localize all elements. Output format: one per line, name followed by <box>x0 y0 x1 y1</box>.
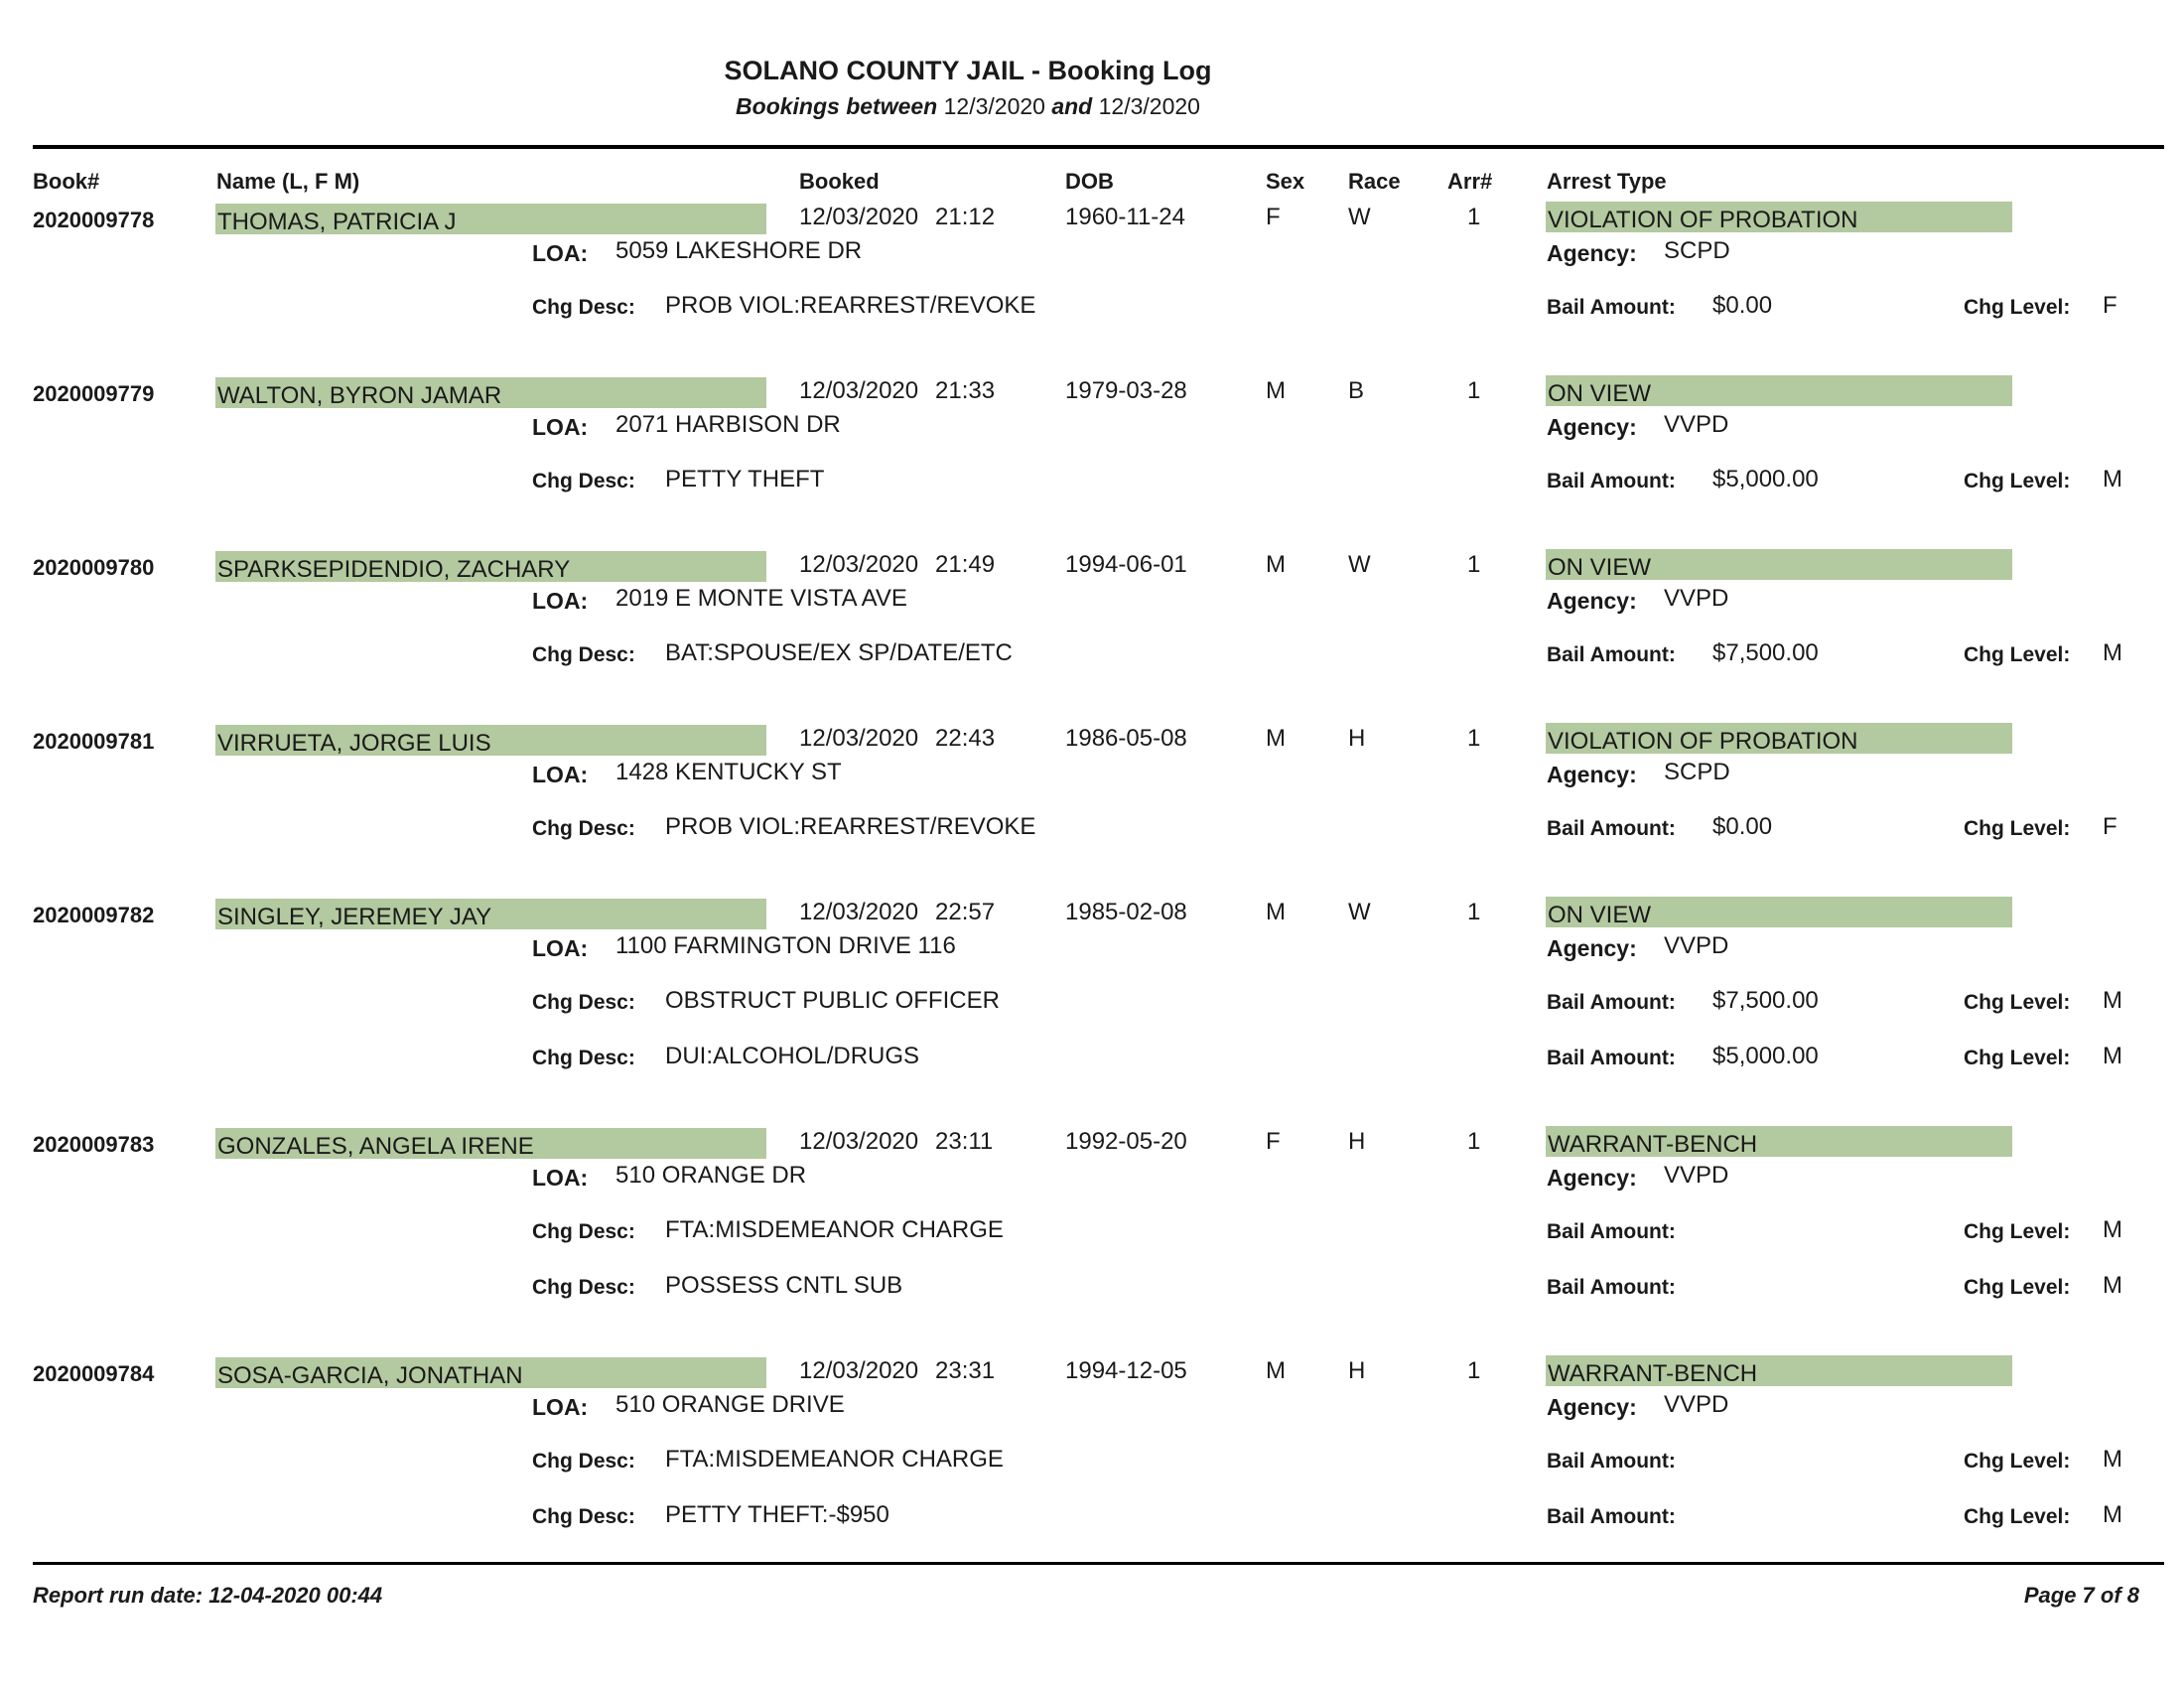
loa-label: LOA: <box>532 240 589 266</box>
col-header-book: Book# <box>33 169 100 194</box>
charge-description: PROB VIOL:REARREST/REVOKE <box>665 813 1036 840</box>
loa-label: LOA: <box>532 935 589 961</box>
charge-desc-label: Chg Desc: <box>532 470 635 492</box>
arrest-number: 1 <box>1467 551 1481 578</box>
booked-date: 12/03/2020 <box>799 1128 919 1155</box>
charge-desc-label: Chg Desc: <box>532 1276 635 1299</box>
date-from: 12/3/2020 <box>943 93 1045 119</box>
charge-level-label: Chg Level: <box>1964 991 2071 1014</box>
race: W <box>1348 204 1371 230</box>
arrest-type: ON VIEW <box>1548 902 1652 928</box>
race: W <box>1348 551 1371 578</box>
bail-amount: $5,000.00 <box>1712 1043 1819 1069</box>
charge-level-label: Chg Level: <box>1964 296 2071 319</box>
location-of-arrest: 2071 HARBISON DR <box>615 411 841 438</box>
location-of-arrest: 5059 LAKESHORE DR <box>615 237 863 264</box>
arrest-type: ON VIEW <box>1548 380 1652 407</box>
report-title: SOLANO COUNTY JAIL - Booking Log <box>724 56 1212 85</box>
charge-desc-label: Chg Desc: <box>532 643 635 666</box>
date-of-birth: 1985-02-08 <box>1065 899 1187 925</box>
charge-level-label: Chg Level: <box>1964 643 2071 666</box>
col-header-arrest-type: Arrest Type <box>1547 169 1667 194</box>
charge-level: M <box>2103 1272 2122 1299</box>
inmate-name: GONZALES, ANGELA IRENE <box>217 1133 534 1160</box>
book-number: 2020009781 <box>33 729 155 754</box>
arrest-type-highlight <box>1546 897 2012 927</box>
date-to: 12/3/2020 <box>1098 93 1200 119</box>
arrest-type: WARRANT-BENCH <box>1548 1131 1758 1158</box>
subtitle-prefix: Bookings between <box>736 93 938 119</box>
inmate-name-highlight <box>215 551 766 582</box>
charge-level: M <box>2103 1501 2122 1528</box>
inmate-name: SOSA-GARCIA, JONATHAN <box>217 1362 523 1389</box>
booked-date: 12/03/2020 <box>799 377 919 404</box>
booked-date: 12/03/2020 <box>799 204 919 230</box>
location-of-arrest: 1100 FARMINGTON DRIVE 116 <box>615 932 956 959</box>
race: H <box>1348 1128 1366 1155</box>
col-header-sex: Sex <box>1266 169 1305 194</box>
location-of-arrest: 1428 KENTUCKY ST <box>615 759 842 785</box>
loa-label: LOA: <box>532 1394 589 1420</box>
arrest-type-highlight <box>1546 1355 2012 1386</box>
charge-level: M <box>2103 1216 2122 1243</box>
charge-level-label: Chg Level: <box>1964 1450 2071 1473</box>
booking-record <box>0 1128 2184 1356</box>
book-number: 2020009784 <box>33 1361 155 1386</box>
booked-date: 12/03/2020 <box>799 551 919 578</box>
booked-date: 12/03/2020 <box>799 899 919 925</box>
inmate-name-highlight <box>215 899 766 929</box>
loa-label: LOA: <box>532 1165 589 1191</box>
bail-amount-label: Bail Amount: <box>1547 470 1676 492</box>
charge-description: OBSTRUCT PUBLIC OFFICER <box>665 987 1000 1014</box>
sex: M <box>1266 551 1286 578</box>
booked-time: 22:57 <box>935 899 996 925</box>
arrest-number: 1 <box>1467 377 1481 404</box>
charge-level: M <box>2103 1446 2122 1473</box>
booked-time: 23:31 <box>935 1357 996 1384</box>
arrest-number: 1 <box>1467 1357 1481 1384</box>
arrest-type-highlight <box>1546 1126 2012 1157</box>
inmate-name-highlight <box>215 204 766 234</box>
bail-amount-label: Bail Amount: <box>1547 1220 1676 1243</box>
agency-label: Agency: <box>1547 588 1637 614</box>
col-header-arr: Arr# <box>1447 169 1493 194</box>
page-number: Page 7 of 8 <box>2023 1583 2139 1608</box>
report-run-date: Report run date: 12-04-2020 00:44 <box>33 1583 383 1608</box>
inmate-name: SPARKSEPIDENDIO, ZACHARY <box>217 556 571 583</box>
charge-level: M <box>2103 987 2122 1014</box>
date-of-birth: 1979-03-28 <box>1065 377 1187 404</box>
book-number: 2020009783 <box>33 1132 155 1157</box>
book-number: 2020009778 <box>33 208 155 232</box>
agency: VVPD <box>1664 1391 1729 1418</box>
inmate-name: THOMAS, PATRICIA J <box>217 209 457 235</box>
date-of-birth: 1960-11-24 <box>1065 204 1185 230</box>
location-of-arrest: 510 ORANGE DRIVE <box>615 1391 845 1418</box>
booking-record <box>0 899 2184 1127</box>
col-header-dob: DOB <box>1065 169 1114 194</box>
sex: M <box>1266 1357 1286 1384</box>
sex: F <box>1266 204 1281 230</box>
bail-amount-label: Bail Amount: <box>1547 1450 1676 1473</box>
booked-time: 21:12 <box>935 204 996 230</box>
book-number: 2020009780 <box>33 555 155 580</box>
charge-description: FTA:MISDEMEANOR CHARGE <box>665 1446 1004 1473</box>
charge-level: M <box>2103 639 2122 666</box>
agency-label: Agency: <box>1547 240 1637 266</box>
date-of-birth: 1994-12-05 <box>1065 1357 1187 1384</box>
charge-description: POSSESS CNTL SUB <box>665 1272 903 1299</box>
charge-desc-label: Chg Desc: <box>532 1220 635 1243</box>
charge-level-label: Chg Level: <box>1964 1276 2071 1299</box>
booked-time: 21:49 <box>935 551 996 578</box>
bail-amount: $7,500.00 <box>1712 639 1819 666</box>
agency: VVPD <box>1664 411 1729 438</box>
charge-desc-label: Chg Desc: <box>532 1450 635 1473</box>
bail-amount: $7,500.00 <box>1712 987 1819 1014</box>
booked-time: 21:33 <box>935 377 996 404</box>
bail-amount-label: Bail Amount: <box>1547 296 1676 319</box>
sex: M <box>1266 899 1286 925</box>
arrest-type-highlight <box>1546 375 2012 406</box>
col-header-race: Race <box>1348 169 1401 194</box>
charge-description: DUI:ALCOHOL/DRUGS <box>665 1043 920 1069</box>
bail-amount: $0.00 <box>1712 813 1773 840</box>
arrest-type: VIOLATION OF PROBATION <box>1548 728 1858 755</box>
arrest-number: 1 <box>1467 725 1481 752</box>
charge-description: BAT:SPOUSE/EX SP/DATE/ETC <box>665 639 1013 666</box>
booked-time: 23:11 <box>935 1128 994 1155</box>
inmate-name-highlight <box>215 1128 766 1159</box>
agency: VVPD <box>1664 1162 1729 1189</box>
charge-desc-label: Chg Desc: <box>532 991 635 1014</box>
agency-label: Agency: <box>1547 762 1637 787</box>
bail-amount-label: Bail Amount: <box>1547 1276 1676 1299</box>
sex: M <box>1266 377 1286 404</box>
bail-amount-label: Bail Amount: <box>1547 1047 1676 1069</box>
sex: F <box>1266 1128 1281 1155</box>
arrest-type-highlight <box>1546 549 2012 580</box>
arrest-number: 1 <box>1467 899 1481 925</box>
agency-label: Agency: <box>1547 1394 1637 1420</box>
agency-label: Agency: <box>1547 935 1637 961</box>
charge-level-label: Chg Level: <box>1964 1220 2071 1243</box>
arrest-type: VIOLATION OF PROBATION <box>1548 207 1858 233</box>
race: H <box>1348 725 1366 752</box>
agency: SCPD <box>1664 759 1730 785</box>
footer-divider <box>33 1562 2164 1565</box>
date-of-birth: 1986-05-08 <box>1065 725 1187 752</box>
inmate-name: WALTON, BYRON JAMAR <box>217 382 502 409</box>
charge-description: PETTY THEFT <box>665 466 825 492</box>
charge-level: M <box>2103 466 2122 492</box>
booked-date: 12/03/2020 <box>799 1357 919 1384</box>
booked-date: 12/03/2020 <box>799 725 919 752</box>
booked-time: 22:43 <box>935 725 996 752</box>
charge-level-label: Chg Level: <box>1964 470 2071 492</box>
book-number: 2020009779 <box>33 381 155 406</box>
charge-desc-label: Chg Desc: <box>532 1047 635 1069</box>
inmate-name-highlight <box>215 725 766 756</box>
charge-description: PETTY THEFT:-$950 <box>665 1501 889 1528</box>
charge-desc-label: Chg Desc: <box>532 296 635 319</box>
bail-amount-label: Bail Amount: <box>1547 643 1676 666</box>
charge-description: PROB VIOL:REARREST/REVOKE <box>665 292 1036 319</box>
bail-amount-label: Bail Amount: <box>1547 817 1676 840</box>
loa-label: LOA: <box>532 762 589 787</box>
agency: VVPD <box>1664 585 1729 612</box>
bail-amount-label: Bail Amount: <box>1547 991 1676 1014</box>
book-number: 2020009782 <box>33 903 155 927</box>
col-header-booked: Booked <box>799 169 880 194</box>
agency-label: Agency: <box>1547 1165 1637 1191</box>
agency-label: Agency: <box>1547 414 1637 440</box>
subtitle-and: and <box>1051 93 1093 119</box>
bail-amount: $5,000.00 <box>1712 466 1819 492</box>
location-of-arrest: 510 ORANGE DR <box>615 1162 807 1189</box>
arrest-number: 1 <box>1467 204 1481 230</box>
loa-label: LOA: <box>532 588 589 614</box>
charge-desc-label: Chg Desc: <box>532 817 635 840</box>
arrest-number: 1 <box>1467 1128 1481 1155</box>
arrest-type-highlight <box>1546 723 2012 754</box>
charge-level: F <box>2103 292 2117 319</box>
inmate-name-highlight <box>215 377 766 408</box>
agency: VVPD <box>1664 932 1729 959</box>
arrest-type-highlight <box>1546 202 2012 232</box>
inmate-name-highlight <box>215 1357 766 1388</box>
arrest-type: ON VIEW <box>1548 554 1652 581</box>
location-of-arrest: 2019 E MONTE VISTA AVE <box>615 585 907 612</box>
charge-level-label: Chg Level: <box>1964 1047 2071 1069</box>
race: H <box>1348 1357 1366 1384</box>
inmate-name: SINGLEY, JEREMEY JAY <box>217 904 492 930</box>
sex: M <box>1266 725 1286 752</box>
race: W <box>1348 899 1371 925</box>
charge-level-label: Chg Level: <box>1964 1505 2071 1528</box>
booking-record <box>0 1357 2184 1586</box>
charge-level: M <box>2103 1043 2122 1069</box>
charge-description: FTA:MISDEMEANOR CHARGE <box>665 1216 1004 1243</box>
race: B <box>1348 377 1365 404</box>
charge-level: F <box>2103 813 2117 840</box>
bail-amount-label: Bail Amount: <box>1547 1505 1676 1528</box>
arrest-type: WARRANT-BENCH <box>1548 1360 1758 1387</box>
date-of-birth: 1992-05-20 <box>1065 1128 1187 1155</box>
charge-level-label: Chg Level: <box>1964 817 2071 840</box>
col-header-name: Name (L, F M) <box>216 169 360 194</box>
inmate-name: VIRRUETA, JORGE LUIS <box>217 730 491 757</box>
date-of-birth: 1994-06-01 <box>1065 551 1187 578</box>
loa-label: LOA: <box>532 414 589 440</box>
charge-desc-label: Chg Desc: <box>532 1505 635 1528</box>
agency: SCPD <box>1664 237 1730 264</box>
bail-amount: $0.00 <box>1712 292 1773 319</box>
